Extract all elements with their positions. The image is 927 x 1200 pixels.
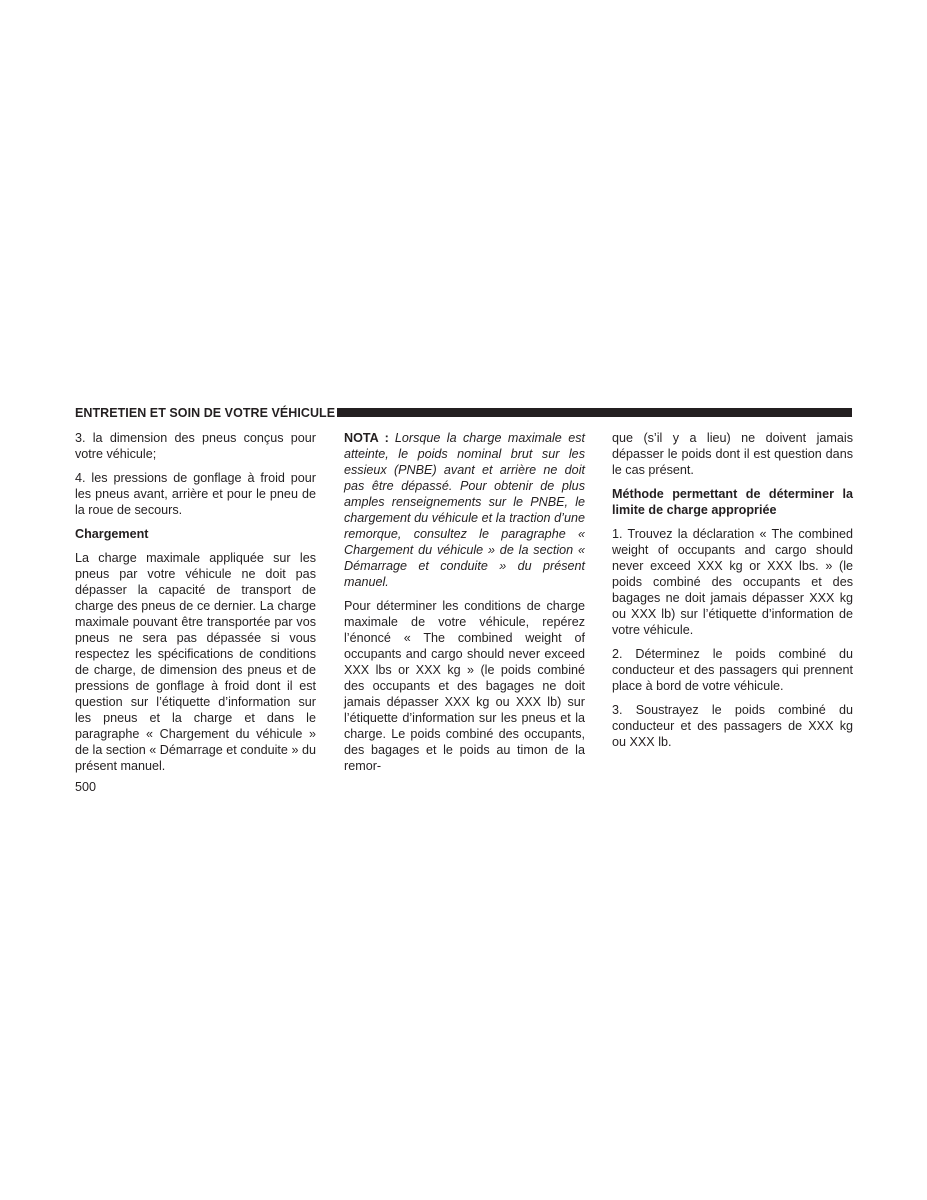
list-item-tire-size: 3. la dimension des pneus conçus pour votre véhicule; [75, 431, 316, 461]
header-rule [337, 408, 852, 417]
step-1: 1. Trouvez la déclaration « The combined weight of occupants and cargo should never exceed XXX kg or XXX lbs. » (le poids combiné des occupants et des bagages ne doit jamais dépasser XXX kg ou XXX lb) sur l’étiquette d’information de votre véhicule. [612, 527, 853, 637]
section-title: ENTRETIEN ET SOIN DE VOTRE VÉHICULE [75, 406, 336, 420]
list-item-cold-pressure: 4. les pressions de gonflage à froid pour les pneus avant, arrière et pour le pneu de la roue de secours. [75, 471, 316, 517]
paragraph-continuation: que (s’il y a lieu) ne doivent jamais dépasser le poids dont il est question dans le cas présent. [612, 431, 853, 477]
note-text: Lorsque la charge maximale est atteinte, le poids nominal brut sur les essieux (PNBE) avant et arrière ne doit pas être dépassé. Pour obtenir de plus amples renseignements sur le PNBE, le chargement du véhicule et la traction d’une remorque, consultez le paragraphe « Chargement du véhicule » de la section « Démarrage et conduite » du présent manuel. [344, 431, 585, 589]
paragraph-chargement: La charge maximale appliquée sur les pneus par votre véhicule ne doit pas dépasser la capacité de transport de charge des pneus de ce dernier. La charge maximale pouvant être transportée par vos pneus ne sera pas dépassée si vous respectez les spécifications de conditions de charge, de dimension des pneus et de pressions de gonflage à froid dont il est question sur l’étiquette d’information sur les pneus et la charge et dans le paragraphe « Chargement du véhicule » de la section « Démarrage et conduite » du présent manuel. [75, 551, 316, 773]
section-header [75, 405, 852, 421]
note-block [344, 430, 585, 590]
note-label: NOTA : [344, 431, 389, 445]
column-middle [344, 430, 585, 782]
paragraph-max-load: Pour déterminer les conditions de charge maximale de votre véhicule, repérez l’énoncé « The combined weight of occupants and cargo should never exceed XXX lbs or XXX kg » (le poids combiné des occupants et des bagages ne doit jamais dépasser XXX kg ou XXX lb) sur l’étiquette d’information sur les pneus et la charge. Le poids combiné des occupants, des bagages et le poids au timon de la remor- [344, 599, 585, 773]
column-right [612, 430, 853, 758]
step-2: 2. Déterminez le poids combiné du conducteur et des passagers qui prennent place à bord de votre véhicule. [612, 647, 853, 693]
step-3: 3. Soustrayez le poids combiné du conducteur et des passagers de XXX kg ou XXX lb. [612, 703, 853, 749]
heading-chargement: Chargement [75, 527, 149, 541]
page-number: 500 [75, 780, 97, 794]
column-left [75, 430, 316, 782]
heading-load-limit-method: Méthode permettant de déterminer la limite de charge appropriée [612, 487, 853, 517]
